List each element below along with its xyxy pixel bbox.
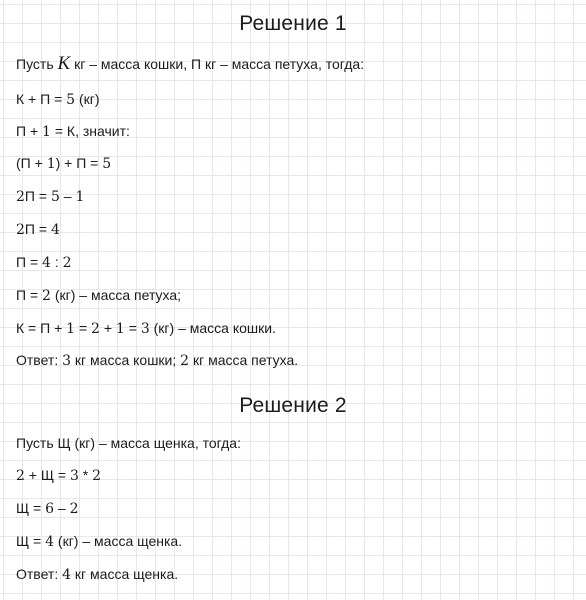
solution-1-line-5: 2П = 5 – 1 (16, 188, 85, 205)
solution-1-answer: Ответ: 3 кг масса кошки; 2 кг масса петуха. (16, 352, 299, 369)
solution-1-line-4: (П + 1) + П = 5 (16, 155, 112, 172)
solution-2-line-2: 2 + Щ = 3 * 2 (16, 467, 102, 484)
solution-2-answer: Ответ: 4 кг масса щенка. (16, 566, 179, 583)
solution-1-line-1: Пусть K кг – масса кошки, П кг – масса петуха, тогда: (16, 53, 365, 74)
solution-1-line-2: К + П = 5 (кг) (16, 91, 100, 108)
solution-1-title: Решение 1 (239, 12, 347, 35)
solution-2-title: Решение 2 (239, 394, 347, 417)
solution-1-line-9: К = П + 1 = 2 + 1 = 3 (кг) – масса кошки. (16, 320, 276, 337)
solution-1-line-8: П = 2 (кг) – масса петуха; (16, 287, 182, 304)
solution-1-line-6: 2П = 4 (16, 221, 60, 238)
solution-1-line-3: П + 1 = К, значит: (16, 123, 130, 140)
solution-2-line-1: Пусть Щ (кг) – масса щенка, тогда: (16, 435, 241, 451)
solution-2-line-3: Щ = 6 – 2 (16, 500, 79, 517)
solution-1-line-7: П = 4 : 2 (16, 254, 72, 271)
solution-2-line-4: Щ = 4 (кг) – масса щенка. (16, 533, 183, 550)
